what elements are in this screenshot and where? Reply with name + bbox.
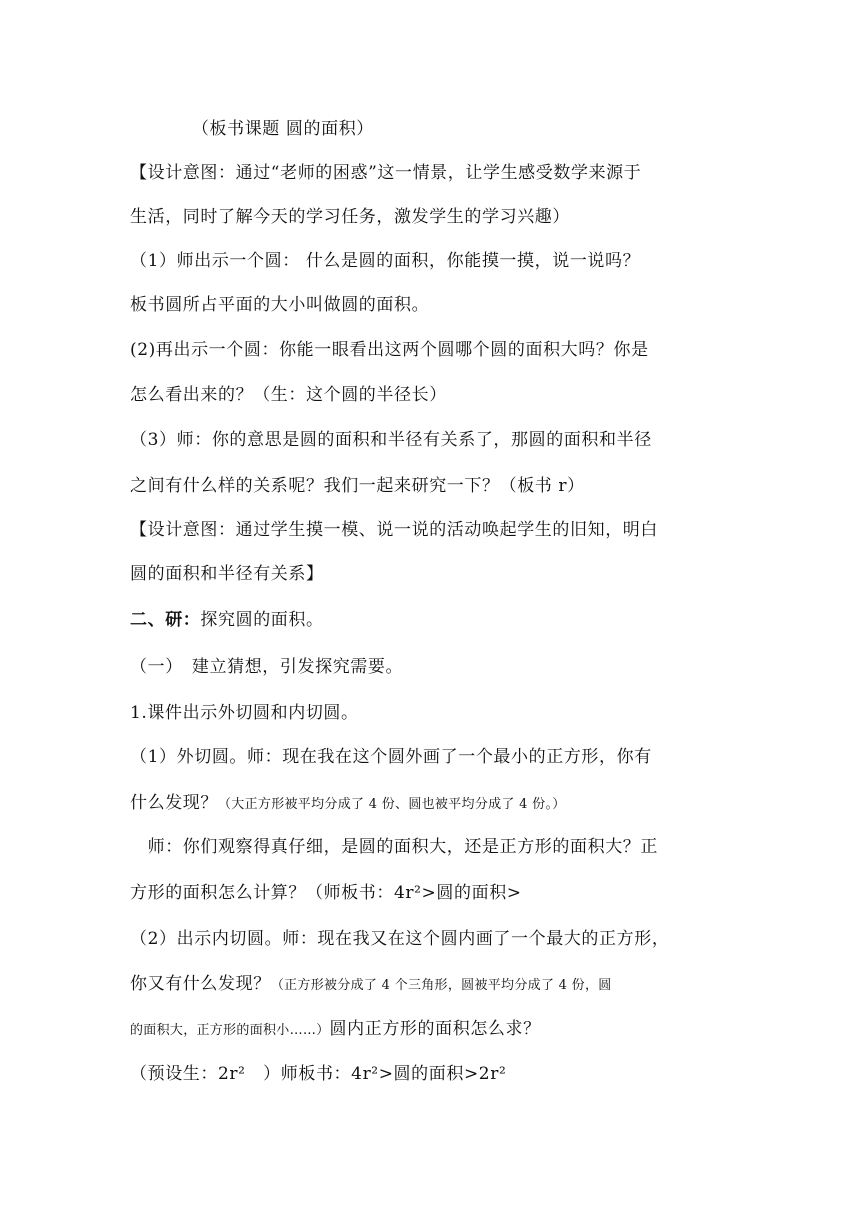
- inner-square-question: 你又有什么发现？: [130, 974, 271, 994]
- outer-square-line-2: [130, 792, 566, 816]
- board-definition-line: 板书圆所占平面的大小叫做圆的面积。: [130, 295, 430, 315]
- board-title-line: （板书课题 圆的面积）: [130, 119, 374, 139]
- step-3-line-2: 之间有什么样的关系呢？我们一起来研究一下？（板书 r）: [130, 476, 585, 496]
- design-intent-2-line-2: 圆的面积和半径有关系】: [130, 564, 324, 584]
- inner-square-answer-2: 的面积大，正方形的面积小……）: [130, 1023, 330, 1038]
- inner-square-line-3: [130, 1018, 541, 1042]
- outer-square-question: 什么发现？: [130, 793, 218, 813]
- inner-square-question-2: 圆内正方形的面积怎么求？: [329, 1019, 541, 1039]
- design-intent-line-1: 【设计意图：通过“老师的困惑”这一情景，让学生感受数学来源于: [130, 163, 642, 183]
- outer-square-line-1: （1）外切圆。师：现在我在这个圆外画了一个最小的正方形，你有: [130, 747, 652, 767]
- preset-answer-line: （预设生：2r² ）师板书：4r²>圆的面积>2r²: [130, 1064, 507, 1084]
- inner-square-line-1: （2）出示内切圆。师：现在我又在这个圆内画了一个最大的正方形，: [130, 929, 670, 949]
- teacher-remark-line-1: 师：你们观察得真仔细，是圆的面积大，还是正方形的面积大？正: [130, 837, 658, 857]
- subsection-1-line: （一） 建立猜想，引发探究需要。: [130, 657, 404, 677]
- design-intent-line-2: 生活，同时了解今天的学习任务，激发学生的学习兴趣）: [130, 207, 570, 227]
- step-1-line: （1）师出示一个圆： 什么是圆的面积，你能摸一摸，说一说吗？: [130, 251, 641, 271]
- teacher-remark-line-2: 方形的面积怎么计算？（师板书：4r²>圆的面积>: [130, 883, 522, 903]
- step-2-line-1: (2)再出示一个圆：你能一眼看出这两个圆哪个圆的面积大吗？你是: [130, 340, 649, 360]
- section-heading-line: [130, 609, 324, 631]
- design-intent-2-line-1: 【设计意图：通过学生摸一模、说一说的活动唤起学生的旧知，明白: [130, 520, 658, 540]
- step-2-line-2: 怎么看出来的？（生：这个圆的半径长）: [130, 385, 447, 405]
- item-1-line: 1.课件出示外切圆和内切圆。: [130, 703, 359, 723]
- inner-square-line-2: [130, 973, 612, 997]
- step-3-line-1: （3）师：你的意思是圆的面积和半径有关系了，那圆的面积和半径: [130, 430, 652, 450]
- section-heading-label: 二、研：: [130, 610, 201, 630]
- section-heading-text: 探究圆的面积。: [200, 610, 324, 630]
- outer-square-answer: （大正方形被平均分成了 4 份、圆也被平均分成了 4 份。）: [218, 797, 566, 812]
- inner-square-answer-1: （正方形被分成了 4 个三角形，圆被平均分成了 4 份，圆: [270, 978, 612, 993]
